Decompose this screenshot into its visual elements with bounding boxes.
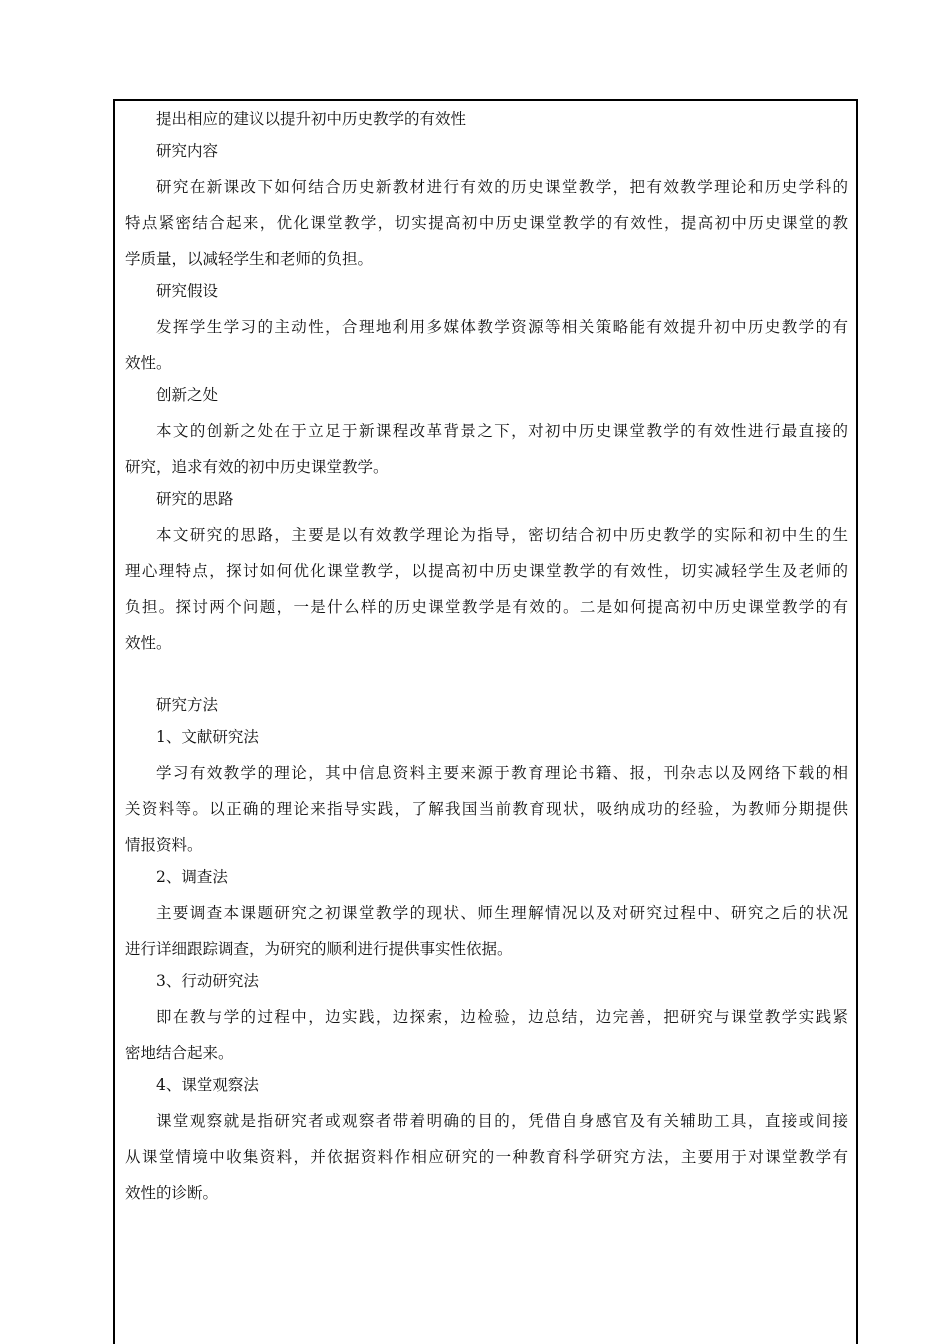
paragraph-line: 主要调查本课题研究之初课堂教学的现状、师生理解情况以及对研究过程中、研究之后的状况	[156, 904, 848, 922]
paragraph-line: 关资料等。以正确的理论来指导实践，了解我国当前教育现状，吸纳成功的经验，为教师分期提供	[125, 800, 848, 818]
paragraph-line: 学习有效教学的理论，其中信息资料主要来源于教育理论书籍、报，刊杂志以及网络下载的相	[156, 764, 848, 782]
section-heading: 创新之处	[156, 386, 219, 404]
blank-spacer	[125, 661, 848, 691]
paragraph-line: 学质量，以减轻学生和老师的负担。	[125, 250, 374, 268]
paragraph-line: 理心理特点，探讨如何优化课堂教学，以提高初中历史课堂教学的有效性，切实减轻学生及老师的	[125, 562, 848, 580]
section-heading: 1、文献研究法	[156, 728, 259, 746]
paragraph-line: 效性。	[125, 354, 172, 372]
section-heading: 2、调查法	[156, 868, 228, 886]
section-heading: 4、课堂观察法	[156, 1076, 259, 1094]
paragraph-line: 负担。探讨两个问题，一是什么样的历史课堂教学是有效的。二是如何提高初中历史课堂教学的有	[125, 598, 848, 616]
section-heading: 研究方法	[156, 696, 219, 714]
paragraph-line: 特点紧密结合起来，优化课堂教学，切实提高初中历史课堂教学的有效性，提高初中历史课堂的教	[125, 214, 848, 232]
paragraph-line: 发挥学生学习的主动性，合理地利用多媒体教学资源等相关策略能有效提升初中历史教学的有	[156, 318, 848, 336]
body-paragraph	[125, 1103, 848, 1211]
body-paragraph	[125, 755, 848, 863]
section-heading: 研究的思路	[156, 490, 234, 508]
paragraph-line: 即在教与学的过程中，边实践，边探索，边检验，边总结，边完善，把研究与课堂教学实践紧	[156, 1008, 848, 1026]
body-paragraph	[125, 517, 848, 661]
body-paragraph	[125, 999, 848, 1071]
body-paragraph	[125, 169, 848, 277]
paragraph-line: 情报资料。	[125, 836, 203, 854]
section-heading: 研究假设	[156, 282, 219, 300]
body-paragraph	[125, 309, 848, 381]
section-heading: 3、行动研究法	[156, 972, 259, 990]
body-paragraph	[125, 895, 848, 967]
paragraph-line: 研究在新课改下如何结合历史新教材进行有效的历史课堂教学，把有效教学理论和历史学科的	[156, 178, 848, 196]
section-heading: 研究内容	[156, 142, 219, 160]
paragraph-line: 本文研究的思路，主要是以有效教学理论为指导，密切结合初中历史教学的实际和初中生的生	[156, 526, 848, 544]
section-heading: 提出相应的建议以提升初中历史教学的有效性	[156, 110, 467, 128]
paragraph-line: 研究，追求有效的初中历史课堂教学。	[125, 458, 389, 476]
paragraph-line: 本文的创新之处在于立足于新课程改革背景之下，对初中历史课堂教学的有效性进行最直接的	[156, 422, 848, 440]
paragraph-line: 课堂观察就是指研究者或观察者带着明确的目的，凭借自身感官及有关辅助工具，直接或间接	[156, 1112, 848, 1130]
document-body	[125, 105, 848, 1211]
paragraph-line: 密地结合起来。	[125, 1044, 234, 1062]
document-frame	[113, 99, 858, 1344]
paragraph-line: 效性。	[125, 634, 172, 652]
body-paragraph	[125, 413, 848, 485]
paragraph-line: 进行详细跟踪调查，为研究的顺利进行提供事实性依据。	[125, 940, 513, 958]
paragraph-line: 从课堂情境中收集资料，并依据资料作相应研究的一种教育科学研究方法，主要用于对课堂教学有	[125, 1148, 848, 1166]
paragraph-line: 效性的诊断。	[125, 1184, 219, 1202]
